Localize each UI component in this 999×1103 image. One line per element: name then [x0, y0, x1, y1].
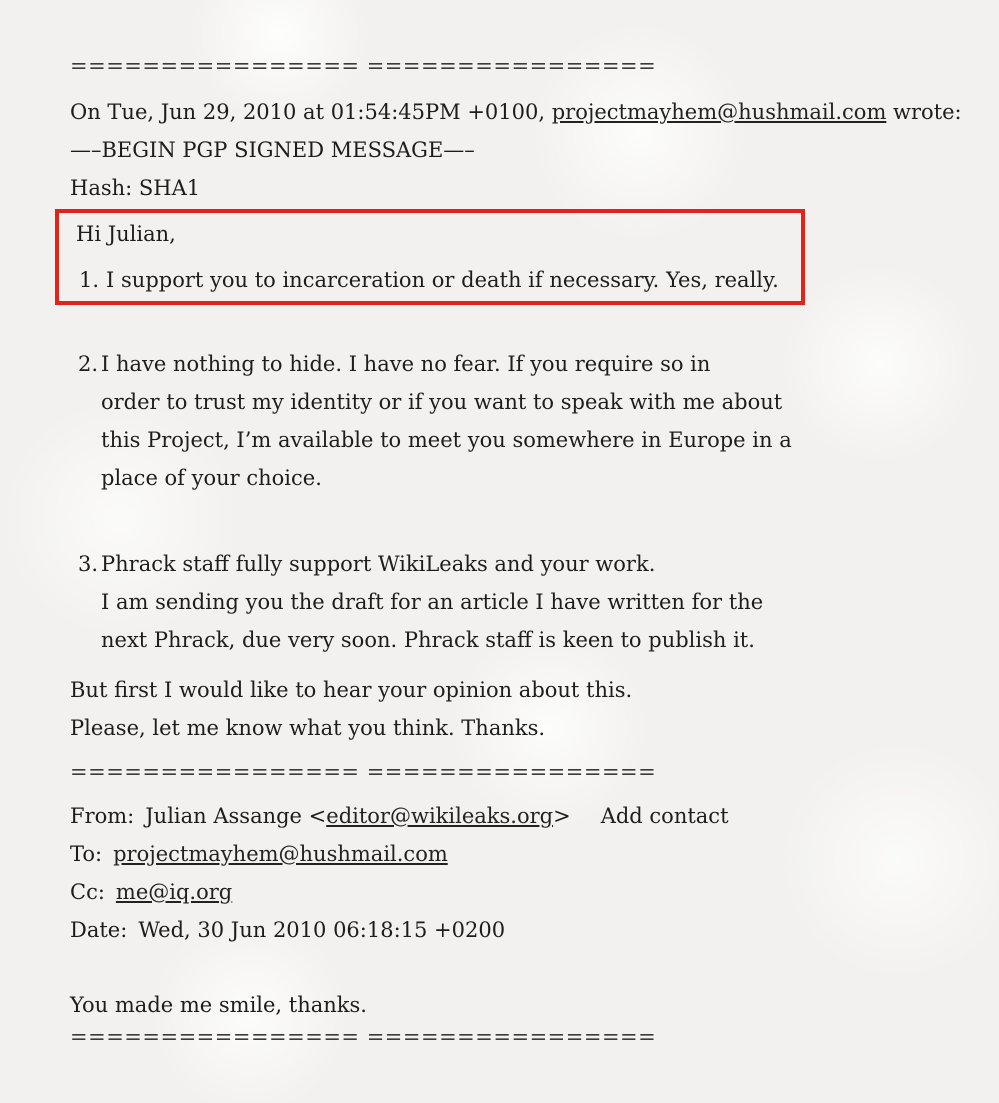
- separator-top: ================ ================: [70, 54, 657, 78]
- from-suffix: >: [553, 804, 571, 828]
- closing-paragraph: [70, 671, 989, 747]
- greeting-line: Hi Julian,: [76, 222, 176, 246]
- list-item-2-line-1: I have nothing to hide. I have no fear. If you require so in: [101, 352, 711, 376]
- list-item-2-number: 2.: [78, 352, 99, 376]
- from-label: From:: [70, 804, 135, 828]
- list-item-3-line-2: I am sending you the draft for an article I have written for the: [101, 590, 764, 614]
- highlight-annotation-box: [55, 209, 805, 305]
- add-contact-link[interactable]: Add contact: [600, 804, 729, 828]
- quote-attribution-line: [70, 93, 989, 131]
- list-item-2-line-4: place of your choice.: [101, 466, 322, 490]
- date-label: Date:: [70, 918, 128, 942]
- signoff-line: You made me smile, thanks.: [70, 993, 367, 1017]
- from-row: [70, 797, 989, 835]
- email-header-block: [70, 797, 989, 949]
- cc-label: Cc:: [70, 880, 105, 904]
- quote-attribution-prefix: On Tue, Jun 29, 2010 at 01:54:45PM +0100,: [70, 100, 552, 124]
- list-item-1-text: I support you to incarceration or death if necessary. Yes, really.: [106, 268, 779, 292]
- list-item-1-number: 1.: [79, 268, 100, 292]
- cc-email-link[interactable]: me@iq.org: [115, 880, 233, 904]
- list-item-3-line-3: next Phrack, due very soon. Phrack staff is keen to publish it.: [101, 628, 755, 652]
- list-item-2-text: [101, 345, 989, 497]
- list-item-2: [70, 345, 989, 497]
- quote-sender-email-link[interactable]: projectmayhem@hushmail.com: [551, 100, 887, 124]
- list-item-3: [70, 545, 989, 659]
- list-item-3-number: 3.: [78, 552, 99, 576]
- from-email-link[interactable]: editor@wikileaks.org: [326, 804, 554, 828]
- closing-line-2: Please, let me know what you think. Thanks.: [70, 716, 546, 740]
- closing-line-1: But first I would like to hear your opinion about this.: [70, 678, 633, 702]
- list-item-2-line-2: order to trust my identity or if you want to speak with me about: [101, 390, 783, 414]
- list-item-1: [76, 261, 801, 299]
- pgp-hash-line: Hash: SHA1: [70, 176, 201, 200]
- separator-middle: ================ ================: [70, 760, 657, 784]
- to-row: [70, 835, 989, 873]
- list-item-3-text: [101, 545, 989, 659]
- date-row: [70, 911, 989, 949]
- separator-bottom: ================ ================: [70, 1025, 657, 1049]
- quote-attribution-suffix: wrote:: [886, 100, 962, 124]
- date-value: Wed, 30 Jun 2010 06:18:15 +0200: [138, 918, 506, 942]
- pgp-begin-line: —–BEGIN PGP SIGNED MESSAGE—–: [70, 138, 475, 162]
- to-label: To:: [70, 842, 103, 866]
- to-email-link[interactable]: projectmayhem@hushmail.com: [113, 842, 448, 866]
- from-name: Julian Assange <: [145, 804, 327, 828]
- list-item-2-line-3: this Project, I’m available to meet you somewhere in Europe in a: [101, 428, 792, 452]
- list-item-3-line-1: Phrack staff fully support WikiLeaks and your work.: [101, 552, 656, 576]
- cc-row: [70, 873, 989, 911]
